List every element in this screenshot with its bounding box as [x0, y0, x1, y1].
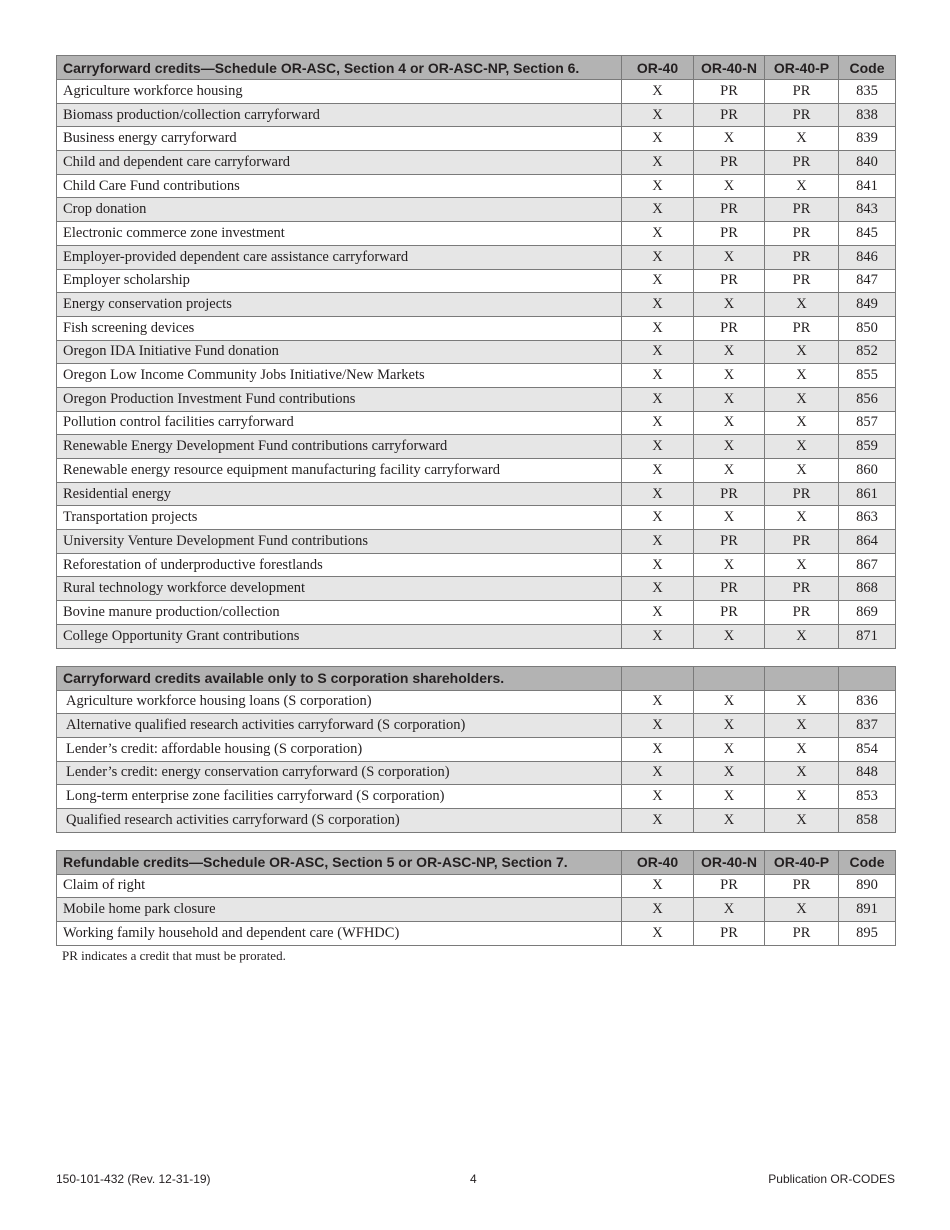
credit-code: 868 [839, 577, 896, 601]
page-footer [56, 1172, 895, 1186]
s-corporation-credits-table [56, 666, 896, 833]
form-availability: X [622, 151, 694, 175]
table-row [57, 198, 896, 222]
table-row [57, 340, 896, 364]
credit-code: 854 [839, 737, 896, 761]
credit-name: Energy conservation projects [57, 293, 622, 317]
credit-code: 859 [839, 435, 896, 459]
form-availability: X [622, 922, 694, 946]
table-row [57, 316, 896, 340]
table-row [57, 245, 896, 269]
form-availability: X [694, 174, 765, 198]
credit-code: 895 [839, 922, 896, 946]
credit-code: 858 [839, 808, 896, 832]
form-availability: PR [765, 80, 839, 104]
form-availability: X [622, 506, 694, 530]
credit-name: Biomass production/collection carryforward [57, 103, 622, 127]
table-row [57, 435, 896, 459]
form-availability: PR [694, 151, 765, 175]
form-availability: X [694, 387, 765, 411]
table-row [57, 808, 896, 832]
credit-name: Qualified research activities carryforward (S corporation) [57, 808, 622, 832]
section-title: Refundable credits—Schedule OR-ASC, Section 5 or OR-ASC-NP, Section 7. [57, 850, 622, 874]
column-header [622, 666, 694, 690]
credit-code: 890 [839, 874, 896, 898]
form-availability: X [622, 553, 694, 577]
form-availability: X [622, 293, 694, 317]
table-row [57, 785, 896, 809]
form-availability: X [622, 174, 694, 198]
credit-name: Fish screening devices [57, 316, 622, 340]
credit-name: Renewable energy resource equipment manufacturing facility carryforward [57, 459, 622, 483]
table-row [57, 103, 896, 127]
table-row [57, 293, 896, 317]
credit-name: Oregon Production Investment Fund contributions [57, 387, 622, 411]
form-availability: X [765, 340, 839, 364]
column-header: OR-40-N [694, 56, 765, 80]
credit-name: Bovine manure production/collection [57, 601, 622, 625]
table-header-row [57, 56, 896, 80]
table-row [57, 690, 896, 714]
form-availability: PR [694, 922, 765, 946]
credit-name: Working family household and dependent care (WFHDC) [57, 922, 622, 946]
credit-name: Agriculture workforce housing [57, 80, 622, 104]
credit-name: College Opportunity Grant contributions [57, 624, 622, 648]
table-row [57, 482, 896, 506]
form-availability: X [622, 761, 694, 785]
form-availability: X [765, 174, 839, 198]
form-availability: X [622, 198, 694, 222]
form-availability: PR [765, 316, 839, 340]
credit-code: 840 [839, 151, 896, 175]
document-page [56, 55, 895, 964]
form-availability: X [765, 761, 839, 785]
table-row [57, 222, 896, 246]
credit-code: 837 [839, 714, 896, 738]
credit-name: Child Care Fund contributions [57, 174, 622, 198]
column-header: OR-40 [622, 56, 694, 80]
form-availability: X [622, 269, 694, 293]
credit-code: 852 [839, 340, 896, 364]
form-availability: PR [765, 103, 839, 127]
table-row [57, 577, 896, 601]
form-availability: X [694, 506, 765, 530]
form-availability: PR [765, 530, 839, 554]
form-availability: X [622, 387, 694, 411]
table-row [57, 530, 896, 554]
form-availability: X [622, 245, 694, 269]
form-availability: X [622, 482, 694, 506]
credit-name: Rural technology workforce development [57, 577, 622, 601]
form-availability: X [622, 530, 694, 554]
form-availability: X [694, 435, 765, 459]
form-availability: PR [694, 80, 765, 104]
table-row [57, 898, 896, 922]
form-availability: X [622, 577, 694, 601]
form-availability: X [694, 808, 765, 832]
form-availability: X [765, 624, 839, 648]
form-availability: X [765, 690, 839, 714]
form-availability: X [622, 340, 694, 364]
form-availability: PR [765, 222, 839, 246]
table-row [57, 174, 896, 198]
form-availability: X [694, 761, 765, 785]
form-availability: X [765, 435, 839, 459]
form-availability: PR [694, 198, 765, 222]
form-availability: X [694, 459, 765, 483]
table-row [57, 761, 896, 785]
credit-code: 835 [839, 80, 896, 104]
column-header: Code [839, 850, 896, 874]
credit-name: Employer scholarship [57, 269, 622, 293]
table-row [57, 151, 896, 175]
form-availability: X [765, 898, 839, 922]
credit-code: 869 [839, 601, 896, 625]
form-availability: X [622, 459, 694, 483]
credit-name: Pollution control facilities carryforward [57, 411, 622, 435]
table-row [57, 506, 896, 530]
credit-code: 857 [839, 411, 896, 435]
credit-code: 836 [839, 690, 896, 714]
form-availability: X [622, 785, 694, 809]
column-header: OR-40 [622, 850, 694, 874]
form-availability: X [694, 785, 765, 809]
table-row [57, 269, 896, 293]
form-availability: X [765, 785, 839, 809]
column-header: OR-40-P [765, 850, 839, 874]
form-availability: X [765, 364, 839, 388]
form-availability: X [765, 387, 839, 411]
credit-code: 848 [839, 761, 896, 785]
credit-name: Lender’s credit: energy conservation carryforward (S corporation) [57, 761, 622, 785]
credit-code: 860 [839, 459, 896, 483]
credit-name: Claim of right [57, 874, 622, 898]
credit-name: Transportation projects [57, 506, 622, 530]
credit-name: Oregon Low Income Community Jobs Initiative/New Markets [57, 364, 622, 388]
credit-code: 838 [839, 103, 896, 127]
table-row [57, 80, 896, 104]
form-availability: X [765, 459, 839, 483]
credit-code: 853 [839, 785, 896, 809]
credit-code: 846 [839, 245, 896, 269]
table-row [57, 737, 896, 761]
credit-name: Lender’s credit: affordable housing (S corporation) [57, 737, 622, 761]
form-availability: X [765, 714, 839, 738]
credit-code: 843 [839, 198, 896, 222]
section-title: Carryforward credits—Schedule OR-ASC, Section 4 or OR-ASC-NP, Section 6. [57, 56, 622, 80]
table-row [57, 411, 896, 435]
credit-name: Renewable Energy Development Fund contributions carryforward [57, 435, 622, 459]
credit-code: 855 [839, 364, 896, 388]
form-availability: X [694, 411, 765, 435]
credit-code: 864 [839, 530, 896, 554]
form-availability: X [694, 690, 765, 714]
credit-code: 845 [839, 222, 896, 246]
table-row [57, 387, 896, 411]
form-availability: X [694, 245, 765, 269]
form-availability: X [694, 340, 765, 364]
form-availability: X [622, 874, 694, 898]
form-availability: X [622, 411, 694, 435]
table-row [57, 364, 896, 388]
credit-name: Oregon IDA Initiative Fund donation [57, 340, 622, 364]
form-availability: X [622, 80, 694, 104]
table-header-row [57, 850, 896, 874]
form-availability: X [765, 553, 839, 577]
form-availability: X [765, 808, 839, 832]
refundable-credits-table [56, 850, 896, 946]
form-availability: PR [694, 530, 765, 554]
credit-code: 841 [839, 174, 896, 198]
credit-name: Reforestation of underproductive forestlands [57, 553, 622, 577]
form-availability: X [694, 293, 765, 317]
form-availability: X [694, 127, 765, 151]
form-availability: X [694, 737, 765, 761]
column-header: Code [839, 56, 896, 80]
form-availability: PR [765, 245, 839, 269]
table-row [57, 127, 896, 151]
page-number: 4 [470, 1172, 477, 1186]
form-availability: X [765, 411, 839, 435]
table-row [57, 714, 896, 738]
credit-code: 863 [839, 506, 896, 530]
table-row [57, 459, 896, 483]
form-availability: X [622, 103, 694, 127]
form-availability: PR [694, 269, 765, 293]
column-header: OR-40-P [765, 56, 839, 80]
section-title: Carryforward credits available only to S corporation shareholders. [57, 666, 622, 690]
form-availability: PR [694, 316, 765, 340]
form-availability: PR [694, 222, 765, 246]
form-availability: X [622, 601, 694, 625]
credit-name: Mobile home park closure [57, 898, 622, 922]
credit-name: Long-term enterprise zone facilities carryforward (S corporation) [57, 785, 622, 809]
credit-name: Agriculture workforce housing loans (S corporation) [57, 690, 622, 714]
credit-name: Alternative qualified research activities carryforward (S corporation) [57, 714, 622, 738]
form-availability: X [622, 714, 694, 738]
form-availability: X [622, 737, 694, 761]
credit-name: Crop donation [57, 198, 622, 222]
form-availability: PR [694, 103, 765, 127]
form-availability: X [694, 364, 765, 388]
form-availability: PR [765, 874, 839, 898]
form-availability: PR [694, 577, 765, 601]
column-header [765, 666, 839, 690]
form-availability: X [694, 624, 765, 648]
form-availability: PR [694, 482, 765, 506]
column-header [694, 666, 765, 690]
form-availability: PR [765, 601, 839, 625]
credit-code: 847 [839, 269, 896, 293]
credit-name: University Venture Development Fund contributions [57, 530, 622, 554]
credit-code: 861 [839, 482, 896, 506]
form-availability: X [622, 898, 694, 922]
credit-name: Residential energy [57, 482, 622, 506]
table-row [57, 601, 896, 625]
form-availability: PR [765, 482, 839, 506]
column-header: OR-40-N [694, 850, 765, 874]
form-availability: X [694, 553, 765, 577]
form-availability: X [622, 690, 694, 714]
form-availability: X [622, 808, 694, 832]
form-availability: PR [765, 577, 839, 601]
form-availability: PR [765, 269, 839, 293]
form-number: 150-101-432 (Rev. 12-31-19) [56, 1172, 211, 1186]
column-header [839, 666, 896, 690]
table-row [57, 553, 896, 577]
credit-code: 849 [839, 293, 896, 317]
credit-code: 839 [839, 127, 896, 151]
credit-code: 891 [839, 898, 896, 922]
form-availability: PR [694, 601, 765, 625]
form-availability: X [765, 127, 839, 151]
form-availability: X [765, 293, 839, 317]
form-availability: X [765, 737, 839, 761]
credit-name: Business energy carryforward [57, 127, 622, 151]
form-availability: PR [765, 922, 839, 946]
form-availability: PR [765, 151, 839, 175]
form-availability: X [694, 714, 765, 738]
credit-code: 867 [839, 553, 896, 577]
table-header-row [57, 666, 896, 690]
form-availability: X [622, 624, 694, 648]
form-availability: X [694, 898, 765, 922]
credit-code: 856 [839, 387, 896, 411]
form-availability: X [765, 506, 839, 530]
credit-code: 871 [839, 624, 896, 648]
table-row [57, 874, 896, 898]
form-availability: X [622, 127, 694, 151]
carryforward-credits-table [56, 55, 896, 649]
form-availability: PR [694, 874, 765, 898]
form-availability: X [622, 364, 694, 388]
credit-name: Child and dependent care carryforward [57, 151, 622, 175]
table-row [57, 624, 896, 648]
form-availability: PR [765, 198, 839, 222]
credit-code: 850 [839, 316, 896, 340]
form-availability: X [622, 222, 694, 246]
publication-name: Publication OR-CODES [768, 1172, 895, 1186]
form-availability: X [622, 435, 694, 459]
table-row [57, 922, 896, 946]
credit-name: Electronic commerce zone investment [57, 222, 622, 246]
proration-note: PR indicates a credit that must be prorated. [62, 947, 286, 963]
credit-name: Employer-provided dependent care assistance carryforward [57, 245, 622, 269]
form-availability: X [622, 316, 694, 340]
